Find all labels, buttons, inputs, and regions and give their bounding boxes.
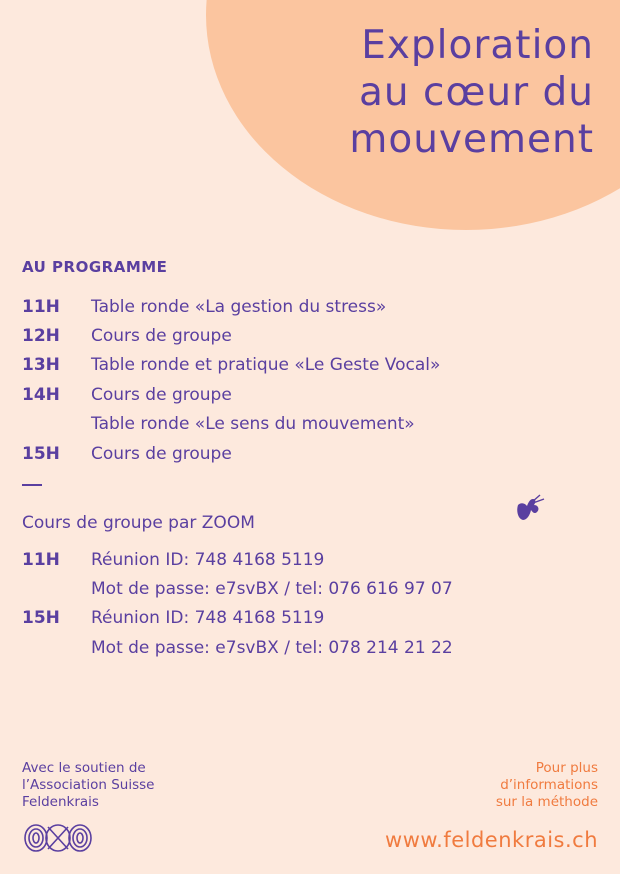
schedule-time: 13H (22, 355, 60, 376)
schedule-row (22, 380, 602, 409)
zoom-schedule (22, 545, 602, 663)
schedule-label: Table ronde «La gestion du stress» (91, 296, 387, 317)
zoom-row (22, 604, 602, 633)
schedule-time: 14H (22, 384, 60, 405)
schedule-row (22, 439, 602, 468)
schedule-row (22, 292, 602, 321)
zoom-label: Réunion ID: 748 4168 5119 (91, 549, 325, 570)
zoom-label: Mot de passe: e7svBX / tel: 078 214 21 22 (91, 637, 453, 658)
schedule-time: 11H (22, 296, 60, 317)
support-line-2: l’Association Suisse (22, 777, 155, 793)
schedule-time: 15H (22, 443, 60, 464)
program-schedule (22, 292, 602, 468)
schedule-time: 12H (22, 326, 60, 347)
zoom-row (22, 633, 602, 662)
title-line-3: mouvement (349, 117, 594, 162)
schedule-row (22, 351, 602, 380)
title-line-2: au cœur du (359, 70, 594, 115)
schedule-label: Cours de groupe (91, 384, 232, 405)
info-line-3: sur la méthode (495, 794, 598, 810)
page-title (349, 22, 594, 163)
zoom-heading: Cours de groupe par ZOOM (22, 513, 255, 533)
schedule-row (22, 410, 602, 439)
zoom-row (22, 574, 602, 603)
zoom-time: 11H (22, 549, 60, 570)
zoom-label: Mot de passe: e7svBX / tel: 076 616 97 07 (91, 579, 453, 600)
zoom-label: Réunion ID: 748 4168 5119 (91, 608, 325, 629)
support-note (22, 760, 154, 811)
support-line-3: Feldenkrais (22, 794, 99, 810)
schedule-label: Table ronde «Le sens du mouvement» (91, 414, 415, 435)
support-line-1: Avec le soutien de (22, 760, 146, 776)
schedule-label: Cours de groupe (91, 443, 232, 464)
info-line-1: Pour plus (535, 760, 598, 776)
program-heading: AU PROGRAMME (22, 258, 168, 276)
info-note (496, 760, 598, 811)
zoom-row (22, 545, 602, 574)
zoom-time: 15H (22, 608, 60, 629)
schedule-label: Table ronde et pratique «Le Geste Vocal» (91, 355, 441, 376)
title-line-1: Exploration (361, 23, 594, 68)
website-link[interactable]: www.feldenkrais.ch (385, 828, 598, 852)
info-line-2: d’informations (500, 777, 598, 793)
schedule-label: Cours de groupe (91, 326, 232, 347)
section-divider (22, 484, 42, 486)
schedule-row (22, 321, 602, 350)
association-logo (22, 822, 94, 854)
butterfly-icon (514, 493, 548, 523)
